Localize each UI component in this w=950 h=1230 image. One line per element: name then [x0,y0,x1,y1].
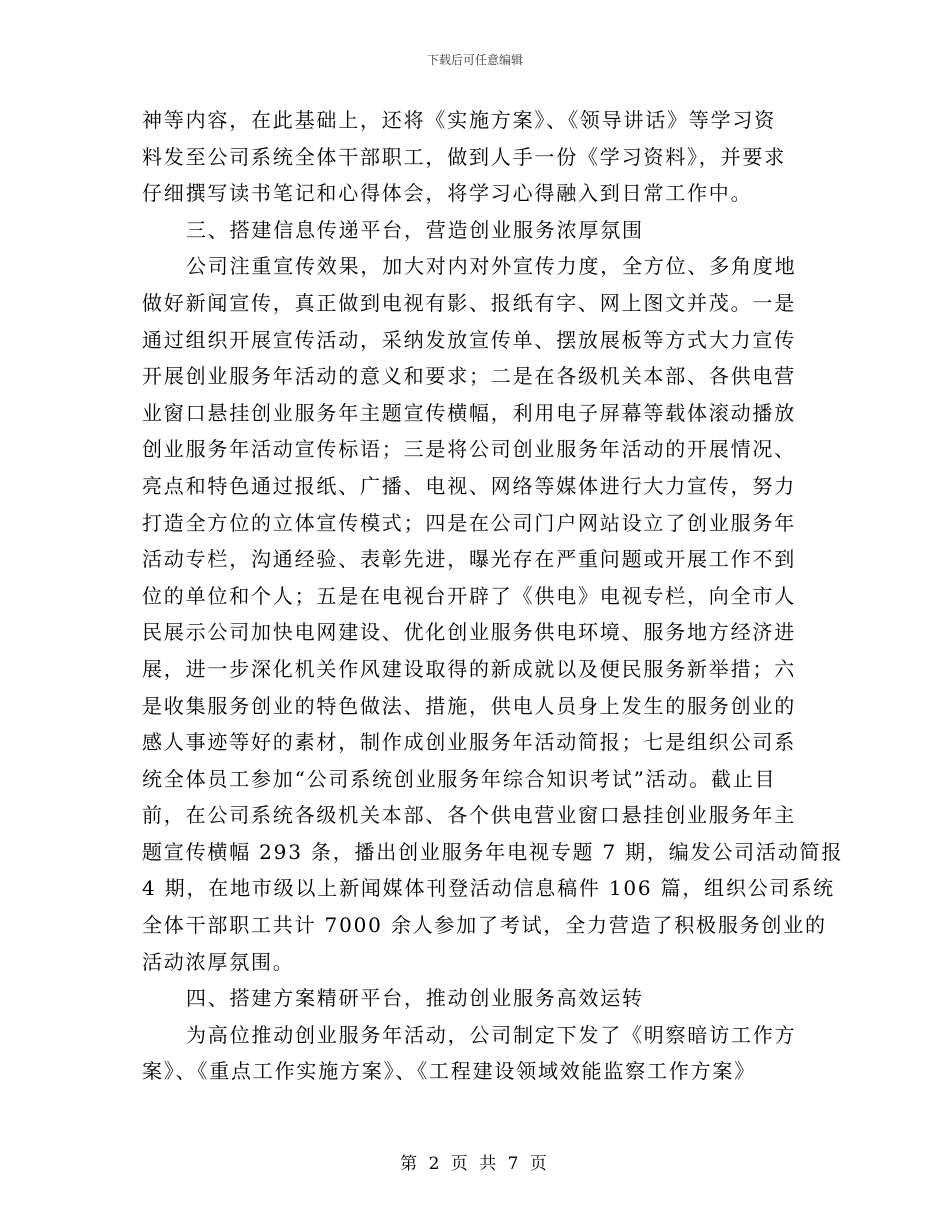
text-line: 位的单位和个人；五是在电视台开辟了《供电》电视专栏，向全市人 [142,583,796,608]
text-line: 案》、《重点工作实施方案》、《工程建设领域效能监察工作方案》 [142,1059,756,1084]
text-line: 感人事迹等好的素材，制作成创业服务年活动简报；七是组织公司系 [142,730,796,755]
page-header: 下载后可任意编辑 [426,53,523,67]
paragraph-first-line: 三、搭建信息传递平台，营造创业服务浓厚氛围 [186,217,644,242]
text-line: 业窗口悬挂创业服务年主题宣传横幅，利用电子屏幕等载体滚动播放 [142,400,796,425]
text-line: 仔细撰写读书笔记和心得体会，将学习心得融入到日常工作中。 [142,181,753,206]
text-line: 活动专栏，沟通经验、表彰先进，曝光存在严重问题或开展工作不到 [142,547,796,572]
text-line: 开展创业服务年活动的意义和要求；二是在各级机关本部、各供电营 [142,364,796,389]
text-line: 是收集服务创业的特色做法、措施，供电人员身上发生的服务创业的 [142,693,796,718]
text-line: 活动浓厚氛围。 [142,949,295,974]
document-body [142,102,844,1090]
page-number: 第 2 页 共 7 页 [400,1154,550,1174]
paragraph-first-line: 公司注重宣传效果，加大对内对外宣传力度，全方位、多角度地 [186,254,797,279]
paragraph-first-line: 为高位推动创业服务年活动，公司制定下发了《明察暗访工作方 [186,1022,797,1047]
text-line: 做好新闻宣传，真正做到电视有影、报纸有字、网上图文并茂。一是 [142,290,796,315]
text-line: 料发至公司系统全体干部职工，做到人手一份《学习资料》，并要求 [142,144,786,169]
text-line: 展，进一步深化机关作风建设取得的新成就以及便民服务新举措；六 [142,656,796,681]
text-line: 创业服务年活动宣传标语；三是将公司创业服务年活动的开展情况、 [142,437,796,462]
text-line: 前，在公司系统各级机关本部、各个供电营业窗口悬挂创业服务年主 [142,803,796,828]
text-line: 4 期，在地市级以上新闻媒体刊登活动信息稿件 106 篇，组织公司系统 [142,876,835,901]
text-line: 题宣传横幅 293 条，播出创业服务年电视专题 7 期，编发公司活动简报 [142,839,844,864]
text-line: 神等内容，在此基础上，还将《实施方案》、《领导讲话》等学习资 [142,108,776,132]
text-line: 打造全方位的立体宣传模式；四是在公司门户网站设立了创业服务年 [142,510,796,535]
text-line: 民展示公司加快电网建设、优化创业服务供电环境、服务地方经济进 [142,620,796,645]
text-line: 亮点和特色通过报纸、广播、电视、网络等媒体进行大力宣传，努力 [142,473,796,498]
text-line: 统全体员工参加“公司系统创业服务年综合知识考试”活动。截止目 [142,766,777,791]
paragraph-first-line: 四、搭建方案精研平台，推动创业服务高效运转 [186,986,644,1011]
text-line: 通过组织开展宣传活动，采纳发放宣传单、摆放展板等方式大力宣传 [142,327,796,352]
text-line: 全体干部职工共计 7000 余人参加了考试，全力营造了积极服务创业的 [142,913,827,938]
